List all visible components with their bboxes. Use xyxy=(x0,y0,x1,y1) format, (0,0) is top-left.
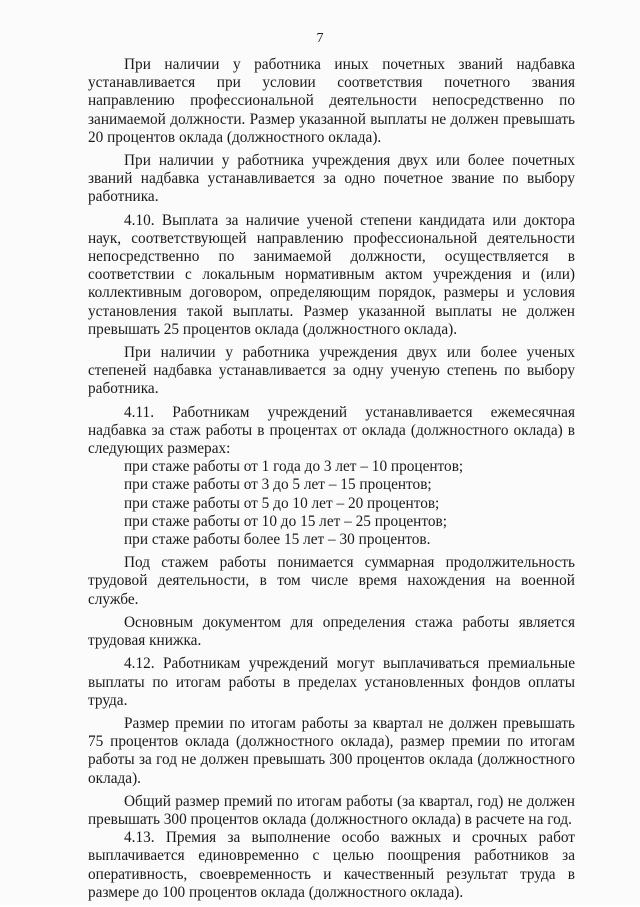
paragraph-bonus-size: Размер премии по итогам работы за квартал не должен превышать 75 процентов оклада (должностного оклада), размер премии по итогам работы за год не должен превышать 300 процентов оклада (должностного оклада). xyxy=(88,714,575,787)
paragraph-4-10-academic-degree: 4.10. Выплата за наличие ученой степени кандидата или доктора наук, соответствующей направлению профессиональной деятельности непосредственно по занимаемой должности, осуществляется в соответствии с локальным нормативным актом учреждения и (или) коллективным договором, определяющим порядок, размеры и условия установления такой выплаты. Размер указанной выплаты не должен превышать 25 процентов оклада (должностного оклада). xyxy=(88,211,575,338)
document-body xyxy=(88,56,575,907)
list-item: при стаже работы более 15 лет – 30 процентов. xyxy=(124,531,431,549)
paragraph-seniority-document: Основным документом для определения стажа работы является трудовая книжка. xyxy=(88,613,575,650)
paragraph-4-12-bonus-payments: 4.12. Работникам учреждений могут выплачиваться премиальные выплаты по итогам работы в пределах установленных фондов оплаты труда. xyxy=(88,655,575,709)
paragraph-4-13-urgent-work-bonus: 4.13. Премия за выполнение особо важных и срочных работ выплачивается единовременно с целью поощрения работников за оперативность, своевременность и качественный результат труда в размере до 100 процентов оклада (должностного оклада). xyxy=(88,829,575,901)
paragraph-total-bonus-size: Общий размер премий по итогам работы (за квартал, год) не должен превышать 300 процентов оклада (должностного оклада) в расчете на год. xyxy=(88,792,575,828)
paragraph-4-11-seniority-bonus: 4.11. Работникам учреждений устанавливается ежемесячная надбавка за стаж работы в процентах от оклада (должностного оклада) в следующих размерах: xyxy=(88,403,575,458)
seniority-bonus-list xyxy=(88,458,575,549)
page-number: 7 xyxy=(316,31,324,46)
paragraph-multiple-academic-degrees: При наличии у работника учреждения двух или более ученых степеней надбавка устанавливается за одну ученую степень по выбору работника. xyxy=(88,344,575,398)
list-item: при стаже работы от 1 года до 3 лет – 10 процентов; xyxy=(124,458,464,476)
paragraph-other-honorary-titles: При наличии у работника иных почетных званий надбавка устанавливается при условии соответствия почетного звания направлению профессиональной деятельности непосредственно по занимаемой должности. Размер указанной выплаты не должен превышать 20 процентов оклада (должностного оклада). xyxy=(88,56,575,146)
list-item: при стаже работы от 10 до 15 лет – 25 процентов; xyxy=(124,512,447,530)
list-item: при стаже работы от 5 до 10 лет – 20 процентов; xyxy=(124,494,440,512)
paragraph-seniority-definition: Под стажем работы понимается суммарная продолжительность трудовой деятельности, в том числе время нахождения на военной службе. xyxy=(88,554,575,608)
list-item: при стаже работы от 3 до 5 лет – 15 процентов; xyxy=(124,476,432,494)
paragraph-multiple-honorary-titles: При наличии у работника учреждения двух или более почетных званий надбавка устанавливается за одно почетное звание по выбору работника. xyxy=(88,152,575,206)
